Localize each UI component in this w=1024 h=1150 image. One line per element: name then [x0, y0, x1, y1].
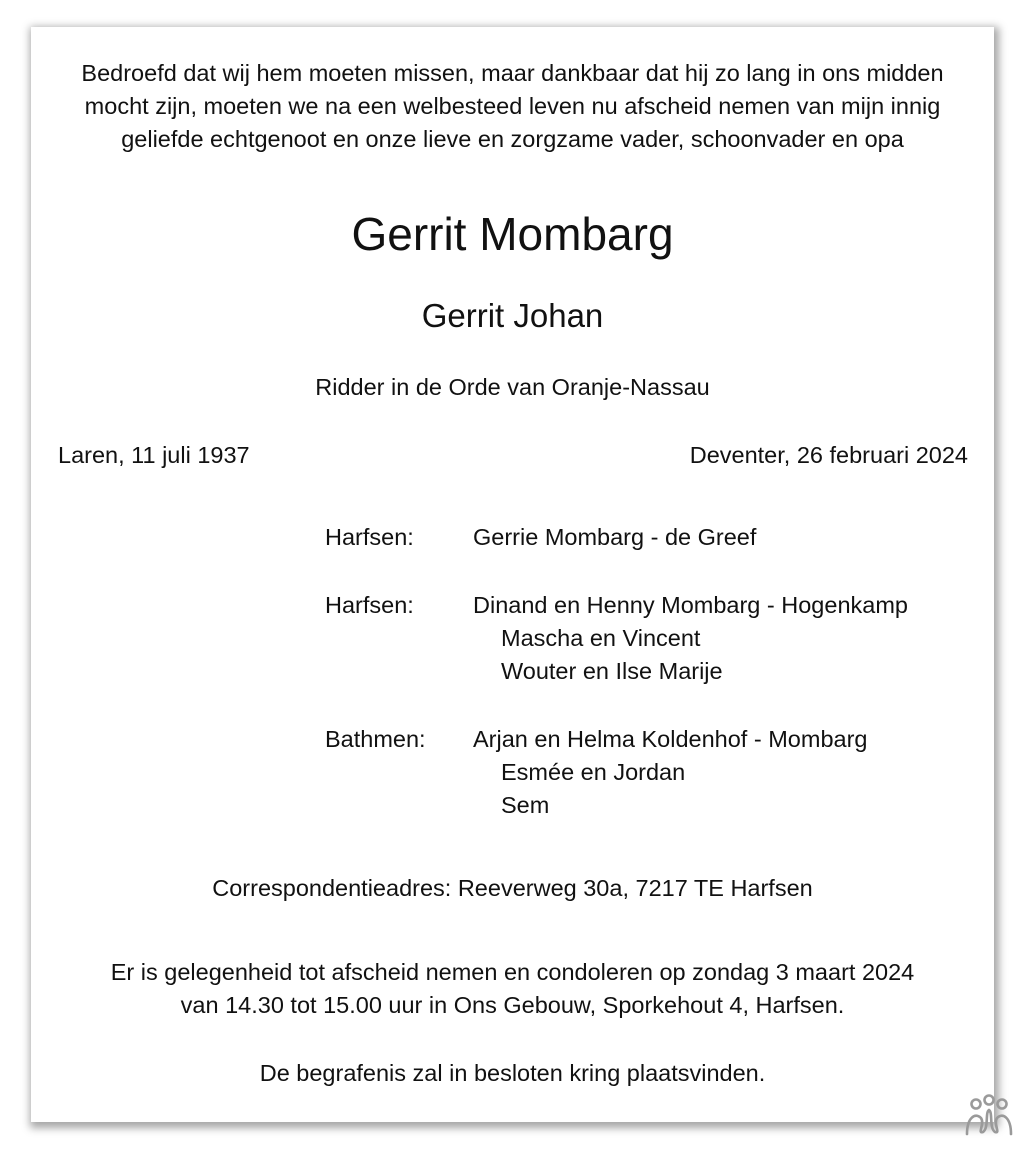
family-place: Harfsen:: [325, 524, 414, 550]
correspondence-address: Correspondentieadres: Reeverweg 30a, 7217 TE Harfsen: [212, 875, 813, 901]
family-name: Mascha en Vincent: [501, 625, 701, 651]
honor: Ridder in de Orde van Oranje-Nassau: [315, 374, 710, 400]
family-name: Wouter en Ilse Marije: [501, 658, 723, 684]
family-name: Dinand en Henny Mombarg - Hogenkamp: [473, 592, 908, 618]
funeral-note: De begrafenis zal in besloten kring plaatsvinden.: [259, 1060, 766, 1086]
family-logo-icon: [963, 1094, 1015, 1136]
condolence-line: van 14.30 tot 15.00 uur in Ons Gebouw, Sporkehout 4, Harfsen.: [180, 992, 845, 1018]
deceased-name: Gerrit Mombarg: [351, 208, 674, 260]
condolence-line: Er is gelegenheid tot afscheid nemen en condoleren op zondag 3 maart 2024: [110, 959, 915, 985]
family-name: Arjan en Helma Koldenhof - Mombarg: [473, 726, 868, 752]
given-names: Gerrit Johan: [421, 297, 604, 334]
family-name: Esmée en Jordan: [501, 759, 686, 785]
family-name: Sem: [501, 792, 550, 818]
family-name: Gerrie Mombarg - de Greef: [473, 524, 757, 550]
birth-info: Laren, 11 juli 1937: [58, 442, 250, 468]
death-info: Deventer, 26 februari 2024: [689, 442, 968, 468]
intro-line: geliefde echtgenoot en onze lieve en zorgzame vader, schoonvader en opa: [121, 126, 904, 152]
family-place: Harfsen:: [325, 592, 414, 618]
family-place: Bathmen:: [325, 726, 426, 752]
intro-line: mocht zijn, moeten we na een welbesteed leven nu afscheid nemen van mijn innig: [84, 93, 941, 119]
obituary-card: [31, 27, 994, 1122]
intro-line: Bedroefd dat wij hem moeten missen, maar dankbaar dat hij zo lang in ons midden: [81, 60, 944, 86]
